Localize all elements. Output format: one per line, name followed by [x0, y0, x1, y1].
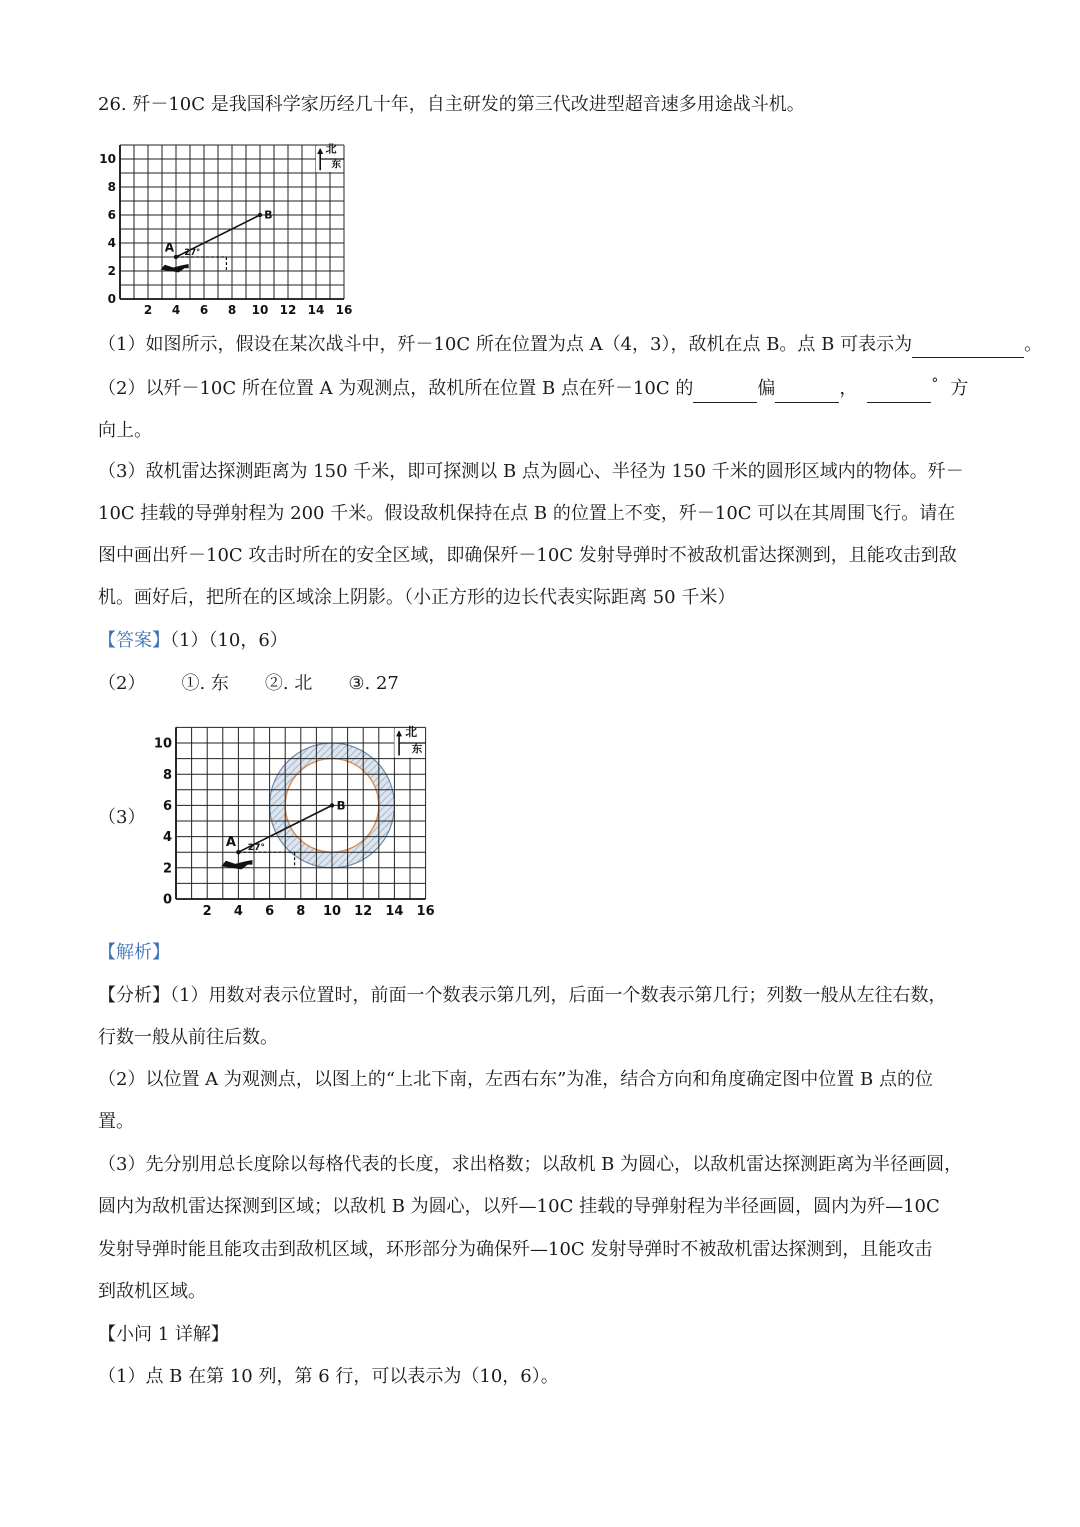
analysis-line-4: 置。 — [98, 1111, 134, 1132]
y-tick-label: 0 — [107, 292, 116, 307]
question-stem: 26. 歼－10C 是我国科学家历经几十年，自主研发的第三代改进型超音速多用途战斗机。 — [98, 94, 805, 115]
x-tick-label: 12 — [354, 904, 373, 919]
x-tick-label: 8 — [296, 904, 306, 919]
answer-2-label: （2） — [98, 673, 146, 694]
answer-blank-direction-1[interactable] — [693, 382, 757, 403]
y-tick-label: 4 — [107, 236, 116, 251]
east-label: 东 — [331, 159, 342, 171]
answer-blank-direction-2[interactable] — [775, 382, 839, 403]
y-tick-label: 8 — [107, 180, 116, 195]
question-part-3-line4: 机。画好后，把所在的区域涂上阴影。（小正方形的边长代表实际距离 50 千米） — [98, 587, 736, 608]
x-tick-label: 4 — [233, 904, 243, 919]
x-tick-label: 8 — [227, 303, 237, 314]
answer-2-item-2: ②. 北 — [264, 673, 313, 694]
x-tick-label: 14 — [307, 303, 325, 314]
question-part-2 — [98, 376, 968, 403]
part-2-pian: 偏 — [757, 378, 776, 399]
north-label: 北 — [405, 724, 418, 739]
question-part-3-line3: 图中画出歼－10C 攻击时所在的安全区域，即确保歼－10C 发射导弹时不被敌机雷达探测到，且能攻击到敌 — [98, 545, 957, 566]
y-tick-label: 10 — [99, 152, 116, 167]
point-b-label: B — [336, 798, 346, 813]
answer-line-2 — [98, 671, 399, 697]
analysis-tag: 【解析】 — [98, 942, 170, 963]
y-tick-label: 8 — [162, 767, 172, 783]
part-2-fang: 方 — [950, 378, 969, 399]
x-tick-label: 16 — [416, 904, 435, 919]
x-tick-label: 10 — [322, 904, 342, 919]
y-tick-label: 4 — [162, 830, 172, 846]
analysis-line-3: （2）以位置 A 为观测点，以图上的“上北下南，左西右东”为准，结合方向和角度确定图中位置 B 点的位 — [98, 1069, 933, 1090]
sub-question-1-tag: 【小问 1 详解】 — [98, 1324, 229, 1345]
east-label: 东 — [411, 743, 423, 756]
point-b-marker — [330, 803, 334, 807]
angle-label: 27° — [184, 246, 201, 257]
answer-1: （1）（10，6） — [170, 630, 288, 651]
x-tick-label: 6 — [265, 904, 275, 919]
grid-figure-answer — [150, 708, 450, 924]
x-tick-label: 10 — [251, 303, 269, 314]
part-2-degree: ° — [931, 376, 939, 392]
question-part-2-line2: 向上。 — [98, 420, 152, 441]
answer-tag: 【答案】 — [98, 630, 170, 651]
y-tick-label: 2 — [107, 264, 116, 279]
y-tick-label: 2 — [162, 861, 172, 877]
part-1-text: （1）如图所示，假设在某次战斗中，歼－10C 所在位置为点 A（4，3），敌机在点 B。点 B 可表示为 — [98, 334, 913, 355]
part-2-comma: ， — [839, 378, 858, 399]
analysis-line-1: 【分析】（1）用数对表示位置时，前面一个数表示第几列，后面一个数表示第几行；列数一般从左往右数， — [98, 985, 947, 1006]
x-tick-label: 2 — [202, 904, 212, 919]
analysis-line-2: 行数一般从前往后数。 — [98, 1027, 278, 1048]
angle-label: 27° — [247, 842, 265, 853]
north-label: 北 — [325, 142, 337, 156]
sub-question-1-text: （1）点 B 在第 10 列，第 6 行，可以表示为（10，6）。 — [98, 1366, 559, 1387]
point-b-label: B — [264, 208, 273, 222]
x-tick-label: 4 — [171, 303, 181, 314]
x-tick-label: 6 — [199, 303, 209, 314]
analysis-line-5: （3）先分别用总长度除以每格代表的长度，求出格数；以敌机 B 为圆心，以敌机雷达探测距离为半径画圆， — [98, 1154, 963, 1175]
answer-2-item-3: ③. 27 — [348, 673, 399, 694]
analysis-line-6: 圆内为敌机雷达探测到区域；以敌机 B 为圆心，以歼—10C 挂载的导弹射程为半径画圆，圆内为歼—10C — [98, 1196, 940, 1217]
y-tick-label: 0 — [162, 892, 172, 908]
part-1-end: 。 — [1024, 334, 1043, 355]
answer-blank-1[interactable] — [912, 337, 1024, 358]
x-tick-label: 16 — [335, 303, 353, 314]
point-b-marker — [258, 213, 262, 217]
grid-figure-question — [98, 134, 358, 314]
question-part-1 — [98, 332, 1042, 358]
question-part-3-line1: （3）敌机雷达探测距离为 150 千米，即可探测以 B 点为圆心、半径为 150 千米的圆形区域内的物体。歼－ — [98, 461, 964, 482]
point-a-label: A — [225, 834, 236, 850]
point-a-label: A — [164, 240, 175, 255]
answer-blank-angle[interactable] — [867, 382, 931, 403]
analysis-line-7: 发射导弹时能且能攻击到敌机区域，环形部分为确保歼—10C 发射导弹时不被敌机雷达探测到，且能攻击 — [98, 1239, 933, 1260]
question-part-3-line2: 10C 挂载的导弹射程为 200 千米。假设敌机保持在点 B 的位置上不变，歼－10C 可以在其周围飞行。请在 — [98, 503, 956, 524]
x-tick-label: 14 — [385, 904, 404, 919]
answer-2-item-1: ①. 东 — [181, 673, 229, 694]
analysis-line-8: 到敌机区域。 — [98, 1281, 206, 1302]
y-tick-label: 6 — [107, 208, 116, 223]
x-tick-label: 2 — [143, 303, 153, 314]
answer-3-label: （3） — [98, 807, 146, 828]
y-tick-label: 6 — [162, 798, 172, 814]
answer-line-1 — [98, 628, 288, 654]
part-2-text: （2）以歼－10C 所在位置 A 为观测点，敌机所在位置 B 点在歼－10C 的 — [98, 378, 694, 399]
x-tick-label: 12 — [279, 303, 297, 314]
y-tick-label: 10 — [153, 736, 172, 752]
